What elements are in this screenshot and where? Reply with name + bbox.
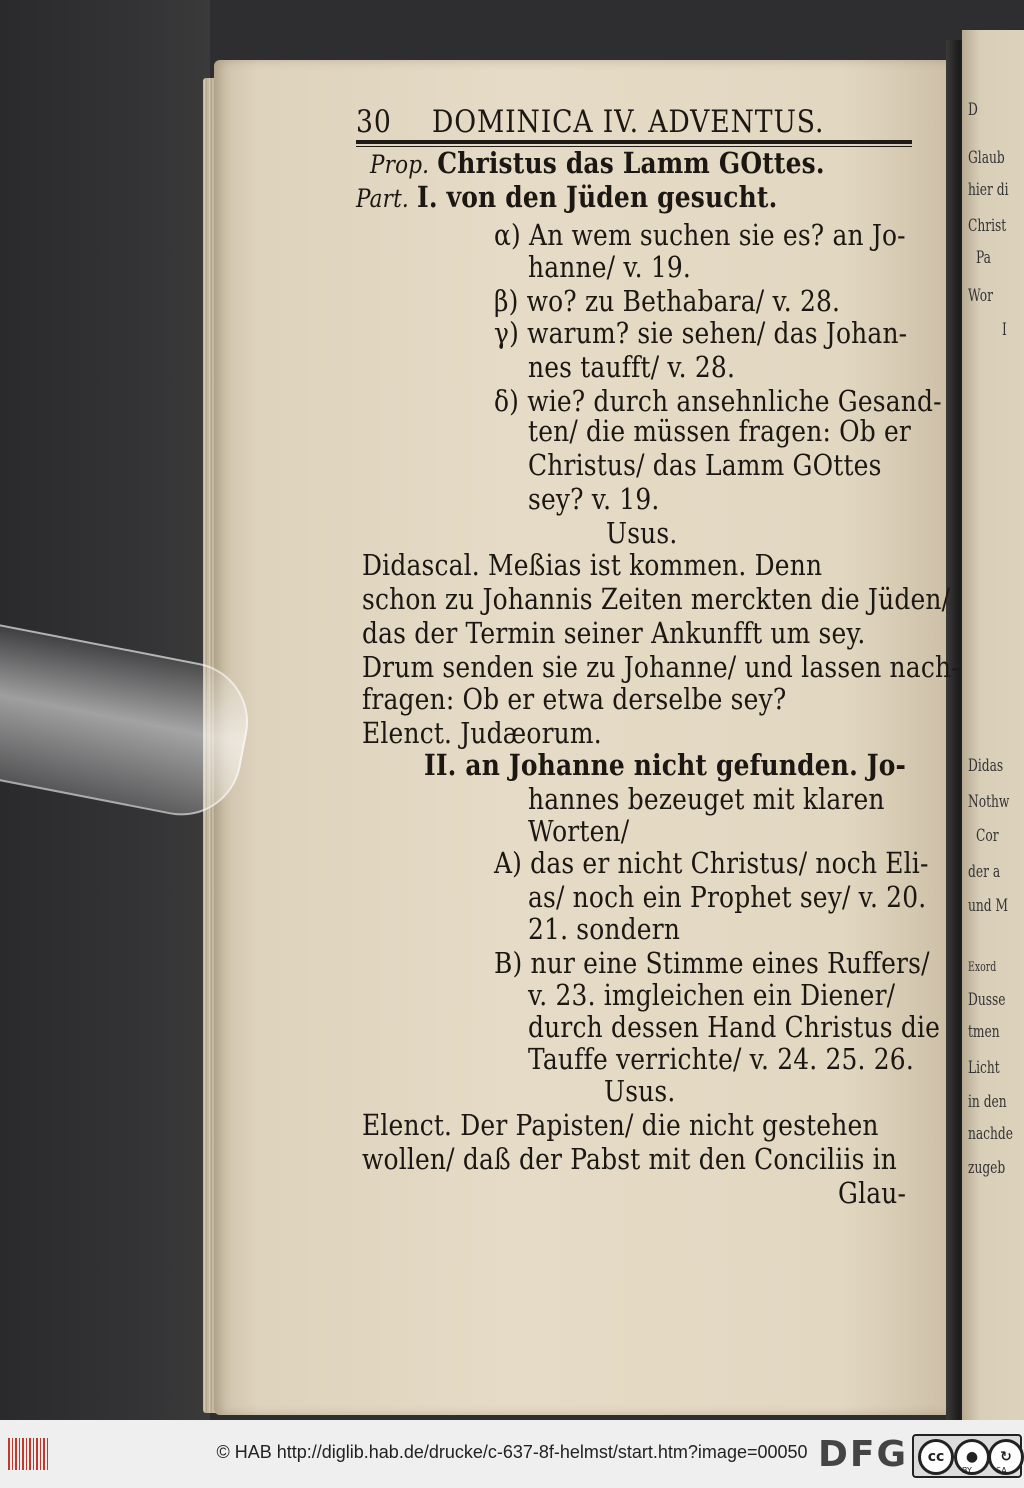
- text-line: Elenct. Der Papisten/ die nicht gestehen: [362, 1108, 879, 1142]
- fragment: Glaub: [968, 148, 1005, 168]
- sa-label: SA: [996, 1466, 1007, 1475]
- person-icon: ●: [954, 1439, 990, 1475]
- margin-label: Prop.: [370, 150, 430, 179]
- page-number: 30: [356, 104, 392, 140]
- text-line: ten/ die müssen fragen: Ob er: [528, 414, 912, 448]
- text-line: Drum senden sie zu Johanne/ und lassen nach-: [362, 650, 960, 684]
- text-line: α) An wem suchen sie es? an Jo-: [494, 218, 906, 252]
- usus-heading: Usus.: [604, 1074, 676, 1108]
- text-line: hanne/ v. 19.: [528, 250, 692, 284]
- text-line: sey? v. 19.: [528, 482, 660, 516]
- text-line: Worten/: [528, 814, 630, 848]
- footer-bar: [0, 1420, 1024, 1488]
- text-line: A) das er nicht Christus/ noch Eli-: [494, 846, 929, 880]
- header-rule: [356, 140, 912, 144]
- fragment: Didas: [968, 756, 1004, 776]
- fragment: I: [1002, 320, 1007, 340]
- fragment: tmen: [968, 1022, 1000, 1042]
- fragment: zugeb: [968, 1158, 1006, 1178]
- cc-icon: cc: [918, 1439, 954, 1475]
- text-line: Didascal. Meßias ist kommen. Denn: [362, 548, 823, 582]
- line-text: Christus das Lamm GOttes.: [437, 146, 825, 180]
- fragment: Exord: [968, 960, 997, 975]
- fragment: D: [968, 100, 978, 120]
- text-line: B) nur eine Stimme eines Ruffers/: [494, 946, 930, 980]
- text-line: II. an Johanne nicht gefunden. Jo-: [424, 748, 907, 782]
- fragment: Licht: [968, 1058, 1000, 1078]
- text-line: Tauffe verrichte/ v. 24. 25. 26.: [528, 1042, 914, 1076]
- fragment: Wor: [968, 286, 993, 306]
- dfg-logo: DFG: [818, 1434, 909, 1475]
- text-line: das der Termin seiner Ankunfft um sey.: [362, 616, 866, 650]
- fragment: Dusse: [968, 990, 1006, 1010]
- text-line: durch dessen Hand Christus die: [528, 1010, 941, 1044]
- fragment: der a: [968, 862, 1001, 882]
- fragment: und M: [968, 896, 1009, 916]
- text-line: [356, 180, 777, 214]
- fragment: Christ: [968, 216, 1007, 236]
- text-line: 21. sondern: [528, 912, 681, 946]
- text-line: γ) warum? sie sehen/ das Johan-: [494, 316, 908, 350]
- fragment: Pa: [976, 248, 991, 268]
- fragment: Nothw: [968, 792, 1010, 812]
- text-line: hannes bezeuget mit klaren: [528, 782, 885, 816]
- text-line: β) wo? zu Bethabara/ v. 28.: [494, 284, 841, 318]
- text-line: schon zu Johannis Zeiten merckten die Jüden/: [362, 582, 951, 616]
- fragment: in den: [968, 1092, 1007, 1112]
- text-line: v. 23. imgleichen ein Diener/: [528, 978, 896, 1012]
- margin-label: Part.: [356, 184, 409, 213]
- next-page-fragment: [962, 30, 1024, 1420]
- share-alike-icon: ↻: [988, 1439, 1024, 1475]
- text-line: wollen/ daß der Pabst mit den Conciliis in: [362, 1142, 898, 1176]
- text-line: [370, 146, 825, 180]
- text-line: as/ noch ein Prophet sey/ v. 20.: [528, 880, 927, 914]
- text-line: Christus/ das Lamm GOttes: [528, 448, 882, 482]
- text-line: fragen: Ob er etwa derselbe sey?: [362, 682, 787, 716]
- by-label: BY: [962, 1466, 972, 1475]
- text-line: Elenct. Judæorum.: [362, 716, 602, 750]
- fragment: hier di: [968, 180, 1009, 200]
- fragment: Cor: [976, 826, 999, 846]
- text-line: nes taufft/ v. 28.: [528, 350, 736, 384]
- line-text: I. von den Jüden gesucht.: [417, 180, 778, 214]
- text-line: δ) wie? durch ansehnliche Gesand-: [494, 384, 942, 418]
- cc-license-icon[interactable]: [912, 1434, 1022, 1478]
- catchword: Glau-: [838, 1176, 907, 1210]
- copyright-link[interactable]: © HAB http://diglib.hab.de/drucke/c-637-8f-helmst/start.htm?image=00050: [216, 1442, 808, 1462]
- fragment: nachde: [968, 1124, 1013, 1144]
- usus-heading: Usus.: [606, 516, 678, 550]
- running-title: DOMINICA IV. ADVENTUS.: [432, 104, 825, 140]
